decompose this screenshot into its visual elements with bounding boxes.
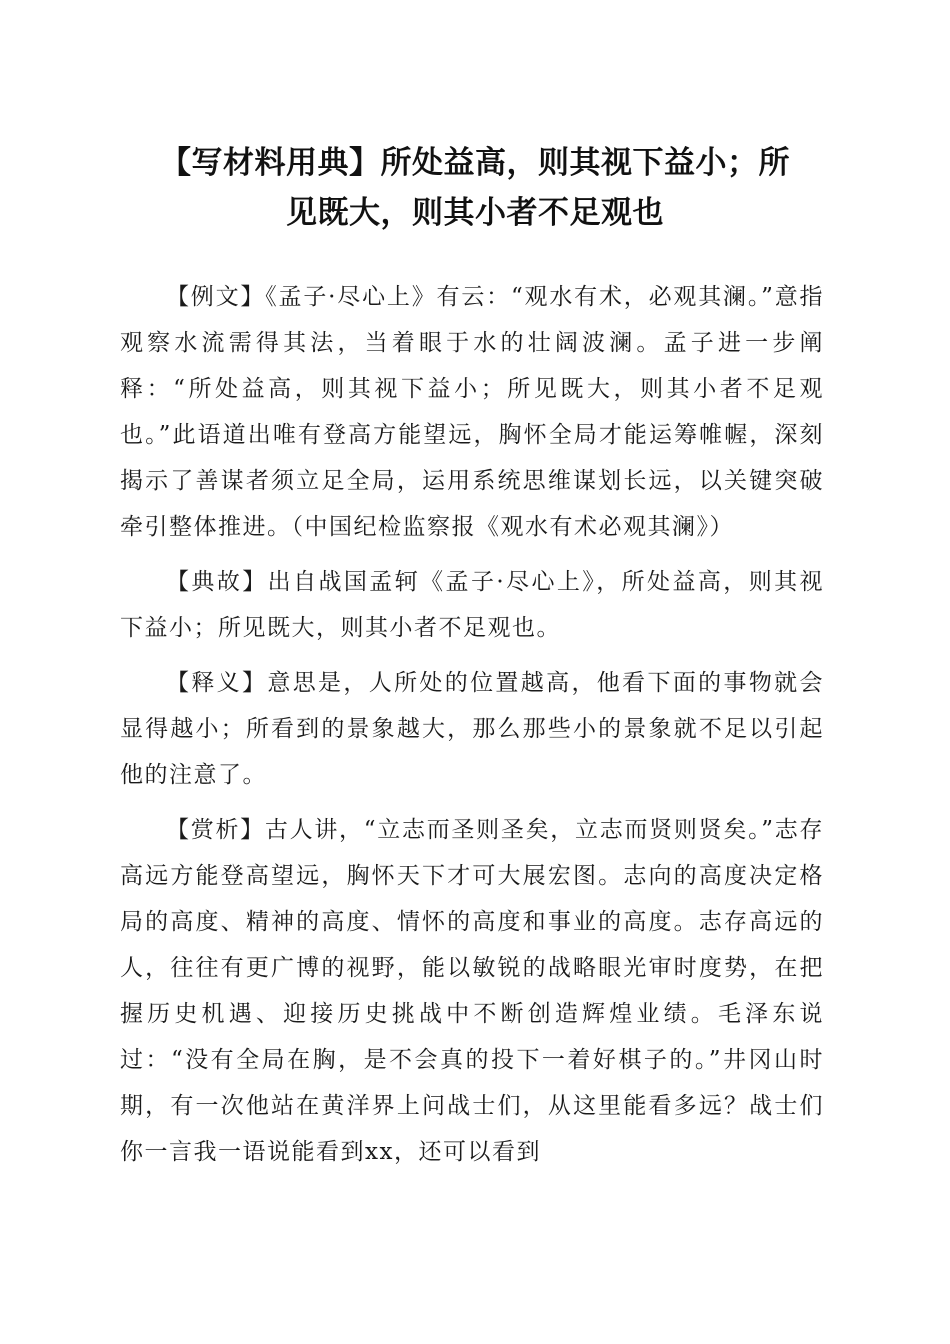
paragraph-meaning (120, 660, 824, 798)
paragraph-text: 古人讲，“立志而圣则圣矣，立志而贤则贤矣。”志存高远方能登高望远，胸怀天下才可大展宏图。志向的高度决定格局的高度、精神的高度、情怀的高度和事业的高度。志存高远的人，往往有更广博的视野，能以敏锐的战略眼光审时度势，在把握历史机遇、迎接历史挑战中不断创造辉煌业绩。毛泽东说过：“没有全局在胸，是不会真的投下一着好棋子的。”井冈山时期，有一次他站在黄洋界上问战士们，从这里能看多远？战士们你一言我一语说能看到xx，还可以看到 (120, 817, 824, 1165)
document-title (120, 138, 830, 238)
paragraph-tag: 【典故】 (166, 569, 268, 595)
title-line-1: 【写材料用典】所处益高，则其视下益小；所 (160, 145, 790, 181)
paragraph-allusion (120, 559, 824, 651)
title-line-2: 见既大，则其小者不足观也 (286, 195, 664, 231)
paragraph-tag: 【释义】 (166, 670, 268, 696)
paragraph-appreciation (120, 807, 824, 1175)
paragraph-tag: 【例文】 (166, 284, 266, 310)
paragraph-tag: 【赏析】 (166, 817, 265, 843)
paragraph-text: 意思是，人所处的位置越高，他看下面的事物就会显得越小；所看到的景象越大，那么那些小的景象就不足以引起他的注意了。 (120, 670, 825, 788)
paragraph-text: 《孟子·尽心上》有云：“观水有术，必观其澜。”意指观察水流需得其法，当着眼于水的壮阔波澜。孟子进一步阐释：“所处益高，则其视下益小；所见既大，则其小者不足观也。”此语道出唯有登高方能望远，胸怀全局才能运筹帷幄，深刻揭示了善谋者须立足全局，运用系统思维谋划长远，以关键突破牵引整体推进。（中国纪检监察报《观水有术必观其澜》） (120, 284, 825, 540)
document-body (120, 274, 824, 1184)
paragraph-example (120, 274, 824, 550)
paragraph-text: 出自战国孟轲《孟子·尽心上》，所处益高，则其视下益小；所见既大，则其小者不足观也。 (120, 569, 825, 641)
